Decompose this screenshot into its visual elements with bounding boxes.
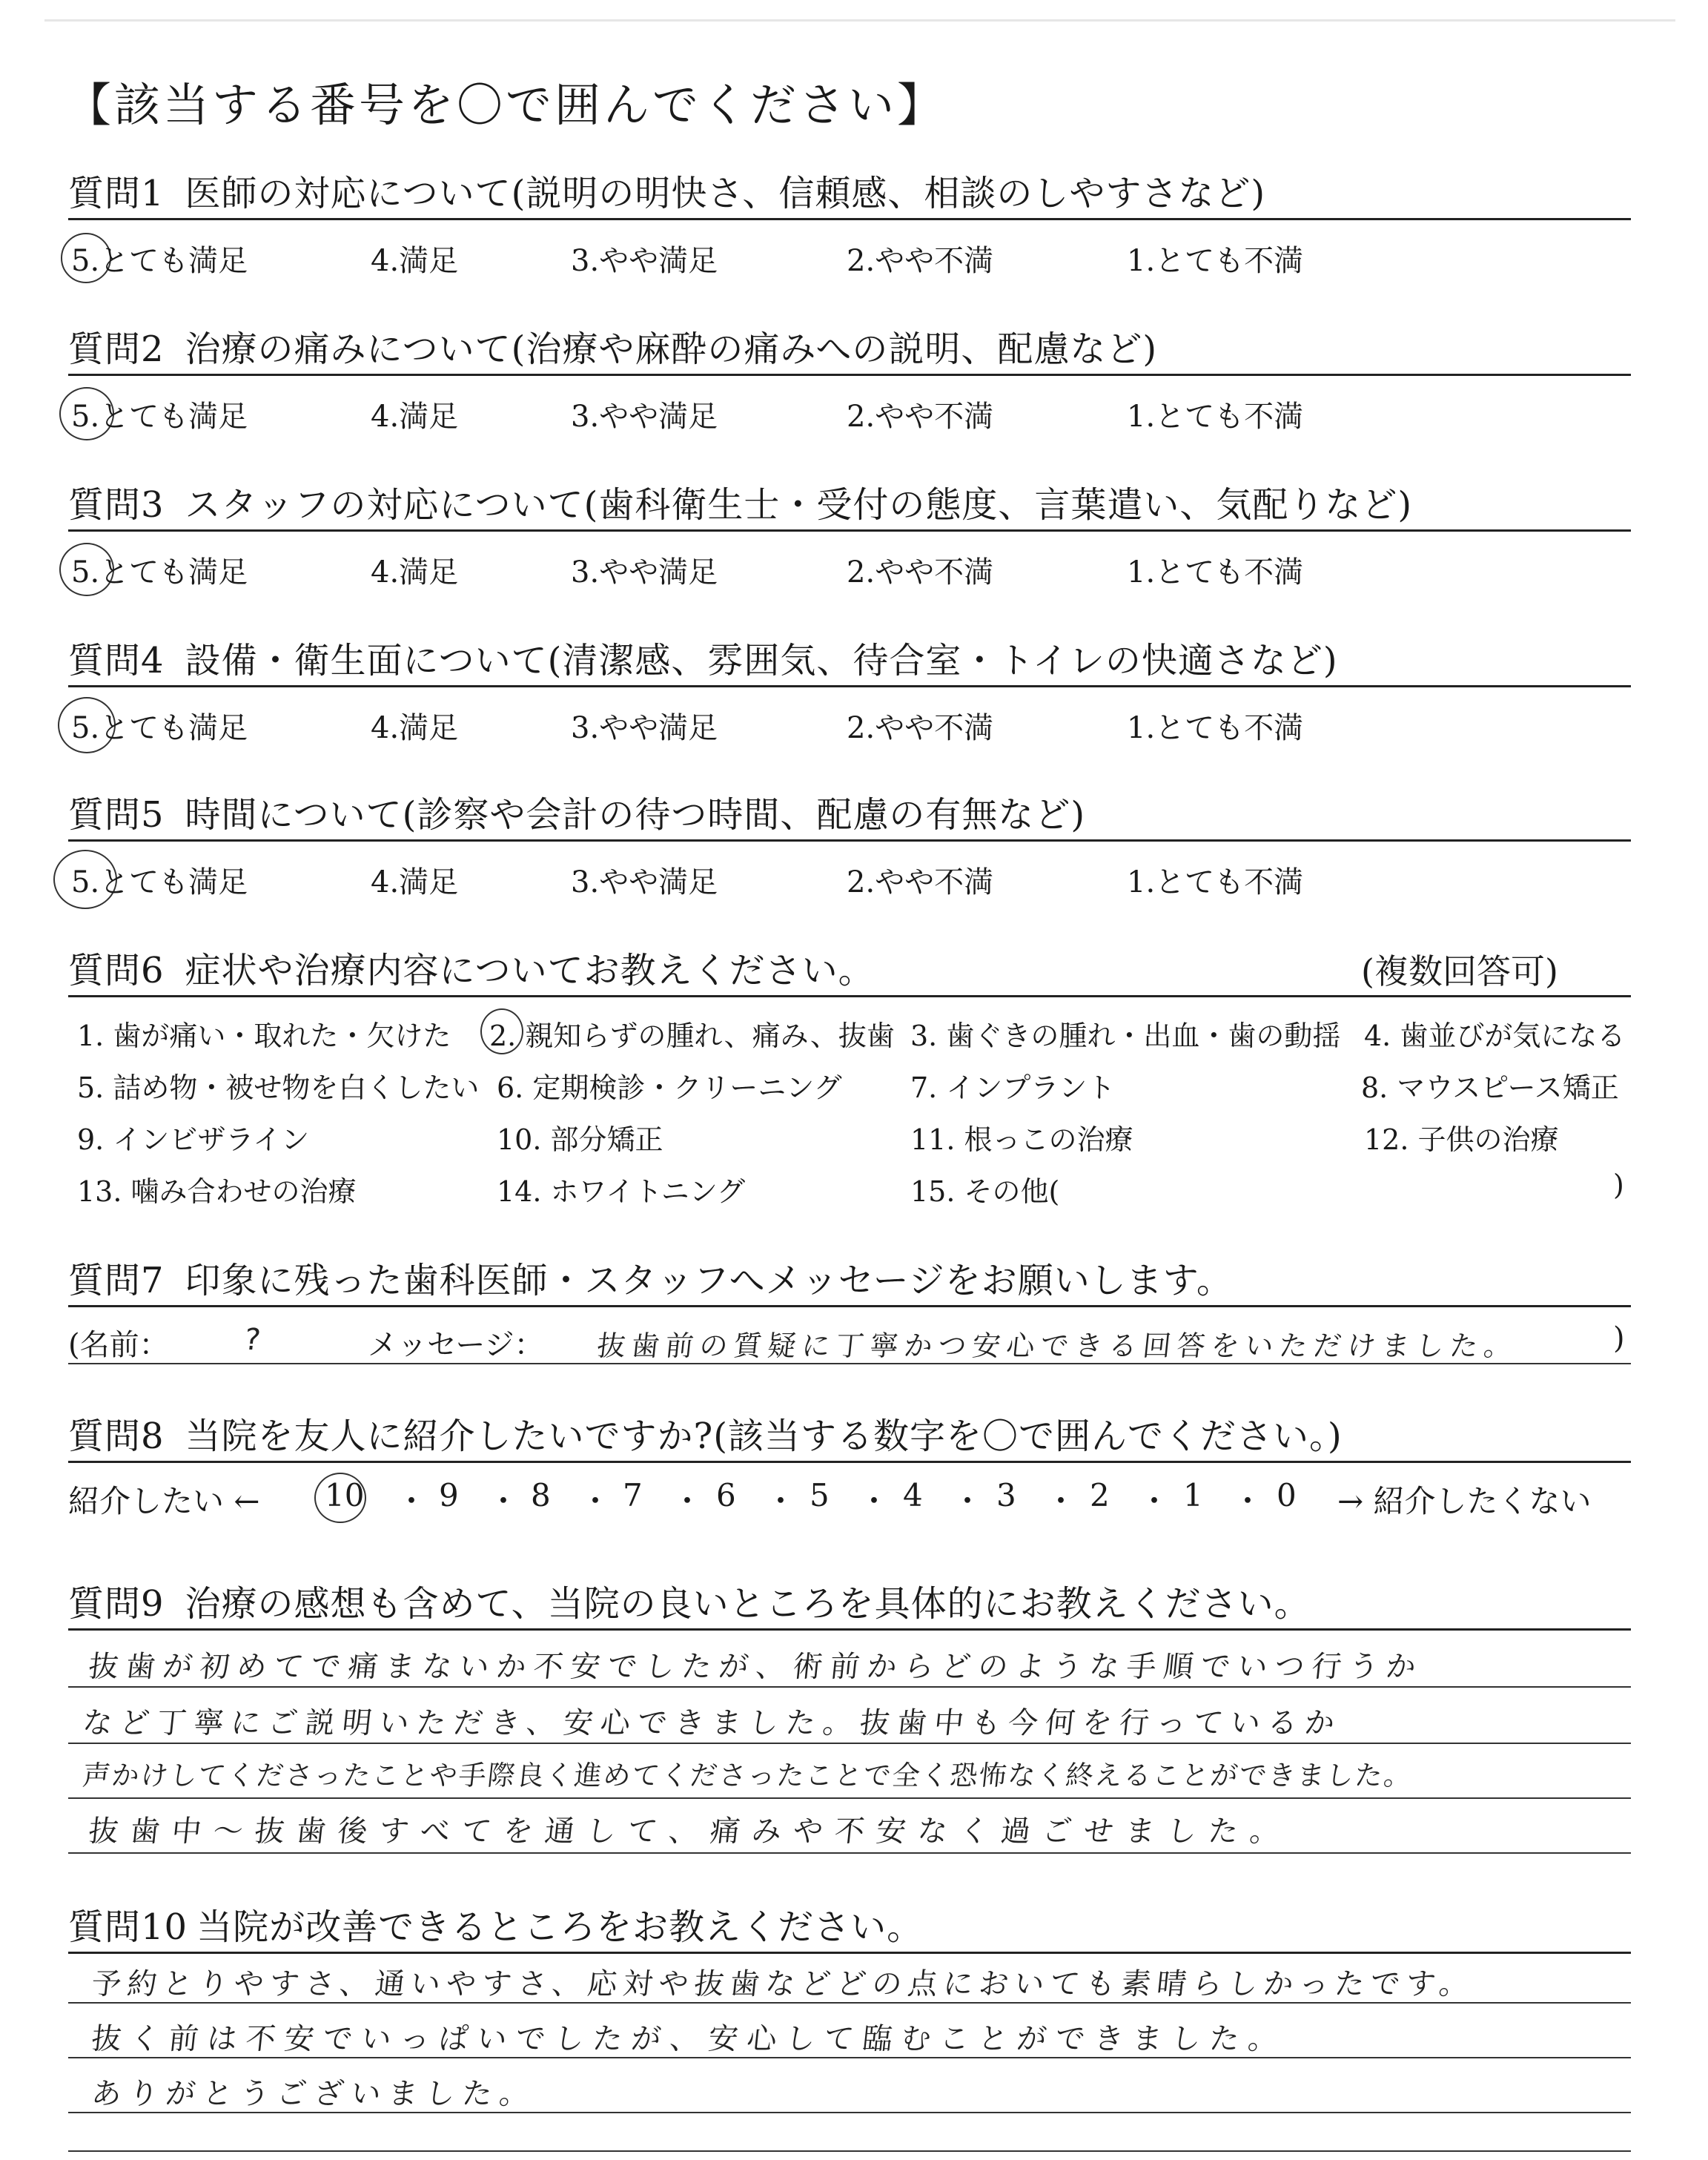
option-4[interactable]: 4.満足 xyxy=(371,711,459,745)
option-4[interactable]: 4.満足 xyxy=(371,555,459,589)
option-2[interactable]: 2.やや不満 xyxy=(847,555,994,589)
answer-line xyxy=(68,1743,1631,1744)
answer-line xyxy=(68,2112,1631,2113)
scale-0[interactable]: 0 xyxy=(1277,1477,1297,1513)
symptom-item-9[interactable]: 9. インビザライン xyxy=(77,1123,310,1156)
scale-dot: ・ xyxy=(1045,1483,1077,1519)
option-2[interactable]: 2.やや不満 xyxy=(847,400,994,434)
option-3[interactable]: 3.やや満足 xyxy=(571,865,718,899)
multiple-answer-note: (複数回答可) xyxy=(1361,951,1558,991)
question-number: 質問3 xyxy=(68,484,165,526)
option-1[interactable]: 1.とても不満 xyxy=(1127,865,1304,899)
scale-4[interactable]: 4 xyxy=(903,1477,923,1513)
option-3[interactable]: 3.やや満足 xyxy=(571,555,718,589)
question-text: 設備・衛生面について(清潔感、雰囲気、待合室・トイレの快適さなど) xyxy=(185,640,1338,681)
symptom-item-15[interactable]: 15. その他( xyxy=(910,1175,1060,1208)
option-2[interactable]: 2.やや不満 xyxy=(847,711,994,745)
question-number: 質問8 xyxy=(68,1416,165,1457)
message-close-paren: ) xyxy=(1613,1321,1625,1355)
option-5[interactable]: 5.とても満足 xyxy=(71,711,248,745)
symptom-item-11[interactable]: 11. 根っこの治療 xyxy=(910,1123,1133,1156)
scale-5[interactable]: 5 xyxy=(810,1477,830,1513)
scale-dot: ・ xyxy=(396,1483,428,1519)
scale-dot: ・ xyxy=(1232,1483,1264,1519)
symptom-item-1[interactable]: 1. 歯が痛い・取れた・欠けた xyxy=(77,1020,451,1052)
answer-line-1[interactable]: 抜歯が初めてで痛まないか不安でしたが、術前からどのような手順でいつ行うか xyxy=(87,1650,1426,1684)
option-4[interactable]: 4.満足 xyxy=(371,400,459,434)
answer-line xyxy=(68,1686,1631,1688)
scale-dot: ・ xyxy=(488,1483,520,1519)
scale-10[interactable]: 10 xyxy=(325,1477,365,1513)
scale-dot: ・ xyxy=(952,1483,984,1519)
recommend-right-label: → 紹介したくない xyxy=(1337,1483,1592,1519)
question-text: 当院を友人に紹介したいですか?(該当する数字を〇で囲んでください。) xyxy=(185,1416,1343,1457)
question-text: 印象に残った歯科医師・スタッフへメッセージをお願いします。 xyxy=(185,1260,1233,1301)
other-close-paren: ) xyxy=(1613,1169,1624,1201)
option-1[interactable]: 1.とても不満 xyxy=(1127,244,1304,278)
scale-6[interactable]: 6 xyxy=(716,1477,736,1513)
question-text: スタッフの対応について(歯科衛生士・受付の態度、言葉遣い、気配りなど) xyxy=(185,484,1413,526)
symptom-item-13[interactable]: 13. 噛み合わせの治療 xyxy=(77,1175,357,1208)
option-5[interactable]: 5.とても満足 xyxy=(71,555,248,589)
scale-2[interactable]: 2 xyxy=(1090,1477,1110,1513)
symptom-item-7[interactable]: 7. インプラント xyxy=(910,1071,1116,1104)
answer-line-3[interactable]: 声かけしてくださったことや手際良く進めてくださったことで全く恐怖なく終えることができました。 xyxy=(81,1760,1414,1791)
question-text: 治療の痛みについて(治療や麻酔の痛みへの説明、配慮など) xyxy=(185,328,1158,370)
answer-line xyxy=(68,1852,1631,1854)
answer-line xyxy=(68,2150,1631,2152)
option-5[interactable]: 5.とても満足 xyxy=(71,400,248,434)
recommend-left-label: 紹介したい ← xyxy=(68,1483,260,1519)
scale-9[interactable]: 9 xyxy=(439,1477,459,1513)
question-text: 時間について(診察や会計の待つ時間、配慮の有無など) xyxy=(185,794,1086,836)
question-number: 質問1 xyxy=(68,173,165,214)
question-number: 質問10 xyxy=(68,1906,188,1948)
option-4[interactable]: 4.満足 xyxy=(371,244,459,278)
option-5[interactable]: 5.とても満足 xyxy=(71,865,248,899)
question-rule xyxy=(68,1628,1631,1631)
option-3[interactable]: 3.やや満足 xyxy=(571,400,718,434)
question-text: 当院が改善できるところをお教えください。 xyxy=(196,1906,924,1948)
question-rule xyxy=(68,995,1631,997)
symptom-item-5[interactable]: 5. 詰め物・被せ物を白くしたい xyxy=(77,1071,480,1104)
scale-dot: ・ xyxy=(1139,1483,1171,1519)
question-number: 質問7 xyxy=(68,1260,165,1301)
answer-line xyxy=(68,2057,1631,2058)
option-4[interactable]: 4.満足 xyxy=(371,865,459,899)
symptom-item-8[interactable]: 8. マウスピース矯正 xyxy=(1361,1071,1619,1104)
answer-line-2[interactable]: 抜く前は不安でいっぱいでしたが、安心して臨むことができました。 xyxy=(90,2022,1289,2056)
answer-line-2[interactable]: など丁寧にご説明いただき、安心できました。抜歯中も今何を行っているか xyxy=(81,1706,1344,1740)
top-divider xyxy=(44,19,1675,22)
scale-dot: ・ xyxy=(580,1483,612,1519)
message-label: メッセージ： xyxy=(368,1328,544,1362)
option-1[interactable]: 1.とても不満 xyxy=(1127,711,1304,745)
question-number: 質問9 xyxy=(68,1583,165,1625)
answer-line-4[interactable]: 抜歯中〜抜歯後すべてを通して、痛みや不安なく過ごせました。 xyxy=(87,1814,1294,1849)
answer-line xyxy=(68,2002,1631,2004)
symptom-item-12[interactable]: 12. 子供の治療 xyxy=(1364,1123,1559,1156)
option-3[interactable]: 3.やや満足 xyxy=(571,711,718,745)
symptom-item-6[interactable]: 6. 定期検診・クリーニング xyxy=(497,1071,842,1104)
name-value[interactable]: ? xyxy=(242,1323,267,1357)
answer-line xyxy=(68,1363,1631,1364)
name-label: (名前： xyxy=(68,1328,169,1362)
question-rule xyxy=(68,685,1631,687)
option-1[interactable]: 1.とても不満 xyxy=(1127,400,1304,434)
answer-line-1[interactable]: 予約とりやすさ、通いやすさ、応対や抜歯などどの点においても素晴らしかったです。 xyxy=(90,1967,1477,2001)
question-rule xyxy=(68,374,1631,376)
answer-line-3[interactable]: ありがとうございました。 xyxy=(90,2077,539,2111)
scale-7[interactable]: 7 xyxy=(623,1477,643,1513)
question-number: 質問5 xyxy=(68,794,165,836)
question-rule xyxy=(68,1461,1631,1463)
option-5[interactable]: 5.とても満足 xyxy=(71,244,248,278)
question-rule xyxy=(68,218,1631,220)
question-rule xyxy=(68,839,1631,842)
scale-1[interactable]: 1 xyxy=(1183,1477,1203,1513)
answer-line xyxy=(68,1797,1631,1799)
option-1[interactable]: 1.とても不満 xyxy=(1127,555,1304,589)
question-text: 医師の対応について(説明の明快さ、信頼感、相談のしやすさなど) xyxy=(185,173,1266,214)
scale-3[interactable]: 3 xyxy=(996,1477,1016,1513)
question-text: 治療の感想も含めて、当院の良いところを具体的にお教えください。 xyxy=(185,1583,1311,1625)
scale-dot: ・ xyxy=(765,1483,797,1519)
message-value[interactable]: 抜歯前の質疑に丁寧かつ安心できる回答をいただけました。 xyxy=(595,1330,1520,1362)
scale-dot: ・ xyxy=(672,1483,704,1519)
page-header: 【該当する番号を〇で囲んでください】 xyxy=(65,78,947,132)
symptom-item-4[interactable]: 4. 歯並びが気になる xyxy=(1364,1020,1626,1052)
scale-dot: ・ xyxy=(858,1483,890,1519)
option-2[interactable]: 2.やや不満 xyxy=(847,865,994,899)
question-rule xyxy=(68,1305,1631,1307)
option-3[interactable]: 3.やや満足 xyxy=(571,244,718,278)
symptom-item-10[interactable]: 10. 部分矯正 xyxy=(497,1123,663,1156)
scale-8[interactable]: 8 xyxy=(531,1477,551,1513)
question-rule xyxy=(68,529,1631,532)
option-2[interactable]: 2.やや不満 xyxy=(847,244,994,278)
question-text: 症状や治療内容についてお教えください。 xyxy=(185,950,875,991)
symptom-item-14[interactable]: 14. ホワイトニング xyxy=(497,1175,746,1208)
question-number: 質問2 xyxy=(68,328,165,370)
symptom-item-3[interactable]: 3. 歯ぐきの腫れ・出血・歯の動揺 xyxy=(910,1020,1341,1052)
symptom-item-2[interactable]: 2. 親知らずの腫れ、痛み、抜歯 xyxy=(489,1020,895,1052)
question-number: 質問4 xyxy=(68,640,165,681)
question-number: 質問6 xyxy=(68,950,165,991)
question-rule xyxy=(68,1952,1631,1954)
